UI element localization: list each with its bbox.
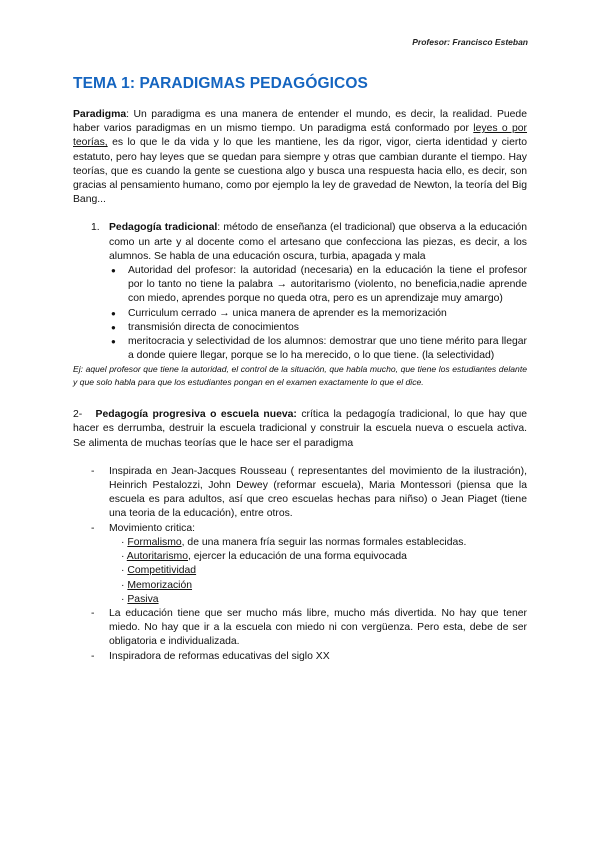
dash-item: - Inspirada en Jean-Jacques Rousseau ( representantes del movimiento de la ilustración), Heinrich Pestalozzi, John Dewey (reformar escuela), Maria Montessori (piensa que la escuela es para adultos, así que creo escuelas hechas para niñso) o Jean Piaget (tiene una teoria de la educación), entre otros. [91, 465, 527, 522]
critica-term: Competitividad [127, 565, 197, 577]
section-2-list [73, 465, 527, 664]
bullet-item: ● Autoridad del profesor: la autoridad (necesaria) en la educación la tiene el profesor por lo tanto no tiene la palabra → autoritarismo (violento, no beneficia,nadie aprende con miedo, aprendes porque no queda otra, pero es un aprendizaje muy amargo) [111, 264, 527, 307]
section-2-number: 2- [73, 409, 83, 421]
critica-item: · Formalismo, de una manera fría seguir las normas formales establecidas. [121, 536, 467, 548]
intro-term: Paradigma [73, 109, 127, 120]
dash-item-label: Movimiento critica: [109, 522, 196, 534]
bullet-item: ● meritocracia y selectividad de los alumnos: demostrar que uno tiene mérito para llegar a donde quiere llegar, porque se lo ha merecido, o lo que tiene. (la selectividad) [111, 335, 527, 363]
intro-underlined: leyes o por teorías, [73, 123, 528, 149]
bullet-item: ● Curriculum cerrado → unica manera de aprender es la memorización [111, 307, 527, 321]
critica-term: Pasiva [127, 593, 159, 605]
section-1-text: : método de enseñanza (el tradicional) que observa a la educación como un arte y al docente como el artesano que confecciona las piezas, es decir, a los alumnos. Se habla de una educación oscura, turbia, apagada y mala [109, 222, 527, 262]
section-1-bullets [73, 264, 527, 363]
section-1-heading: Pedagogía tradicional [109, 222, 218, 234]
intro-text-a: : Un paradigma es una manera de entender el mundo, es decir, la realidad. Puede haber varios paradigmas en un mismo tiempo. Un paradigma está conformado por [73, 109, 527, 135]
section-1-number: 1. [91, 222, 100, 234]
intro-paragraph [73, 108, 527, 207]
page-title: TEMA 1: PARADIGMAS PEDAGÓGICOS [73, 75, 368, 92]
critica-sublist [109, 536, 527, 607]
dash-item: - Inspiradora de reformas educativas del siglo XX [91, 650, 527, 664]
critica-item: · Autoritarismo, ejercer la educación de una forma equivocada [121, 551, 407, 563]
intro-text-b: es lo que le da vida y lo que les mantiene, les da rigor, vigor, cierta identidad y cierto estatuto, pero hay leyes que se quedan para siempre y otras que cambian durante el tiempo. Hay teorías, que es cuando la gente se cuestiona algo y busca una respuesta hacia ello, es decir, son gracias al pensamiento humano, como por ejemplo la ley de gravedad de Newton, la teoría del Big Bang... [73, 137, 527, 206]
critica-term: Formalismo [127, 536, 182, 548]
critica-item: · Competitividad [121, 565, 197, 577]
critica-term: Autoritarismo [126, 551, 188, 563]
section-1-example: Ej: aquel profesor que tiene la autoridad, el control de la situación, que habla mucho, que tiene los estudiantes delante y que solo habla para que los estudiantes pongan en el examen exactamente lo que el dice. [73, 364, 527, 387]
critica-item: · Pasiva [121, 593, 159, 605]
dash-item: - La educación tiene que ser mucho más libre, mucho más divertida. No hay que tener miedo. No hay que ir a la escuela con miedo ni con vergüenza. Pero esta, debe de ser obligatoria e individualizada. [91, 607, 527, 650]
section-1 [73, 221, 527, 264]
section-2-text: crítica la pedagogía tradicional, lo que hay que hacer es derrumba, destruir la escuela tradicional y construir la escuela nueva o escuela activa. Se alimenta de muchas teorías que le hace ser el paradigma [73, 409, 528, 449]
critica-item: · Memorización [121, 579, 193, 591]
page-header-author: Profesor: Francisco Esteban [412, 37, 528, 47]
document-body [73, 108, 527, 664]
section-2-intro [73, 408, 527, 451]
bullet-item: ● transmisión directa de conocimientos [111, 321, 527, 335]
dash-item [91, 522, 527, 607]
critica-term: Memorización [127, 579, 193, 591]
section-2-heading: Pedagogía progresiva o escuela nueva: [95, 409, 297, 421]
